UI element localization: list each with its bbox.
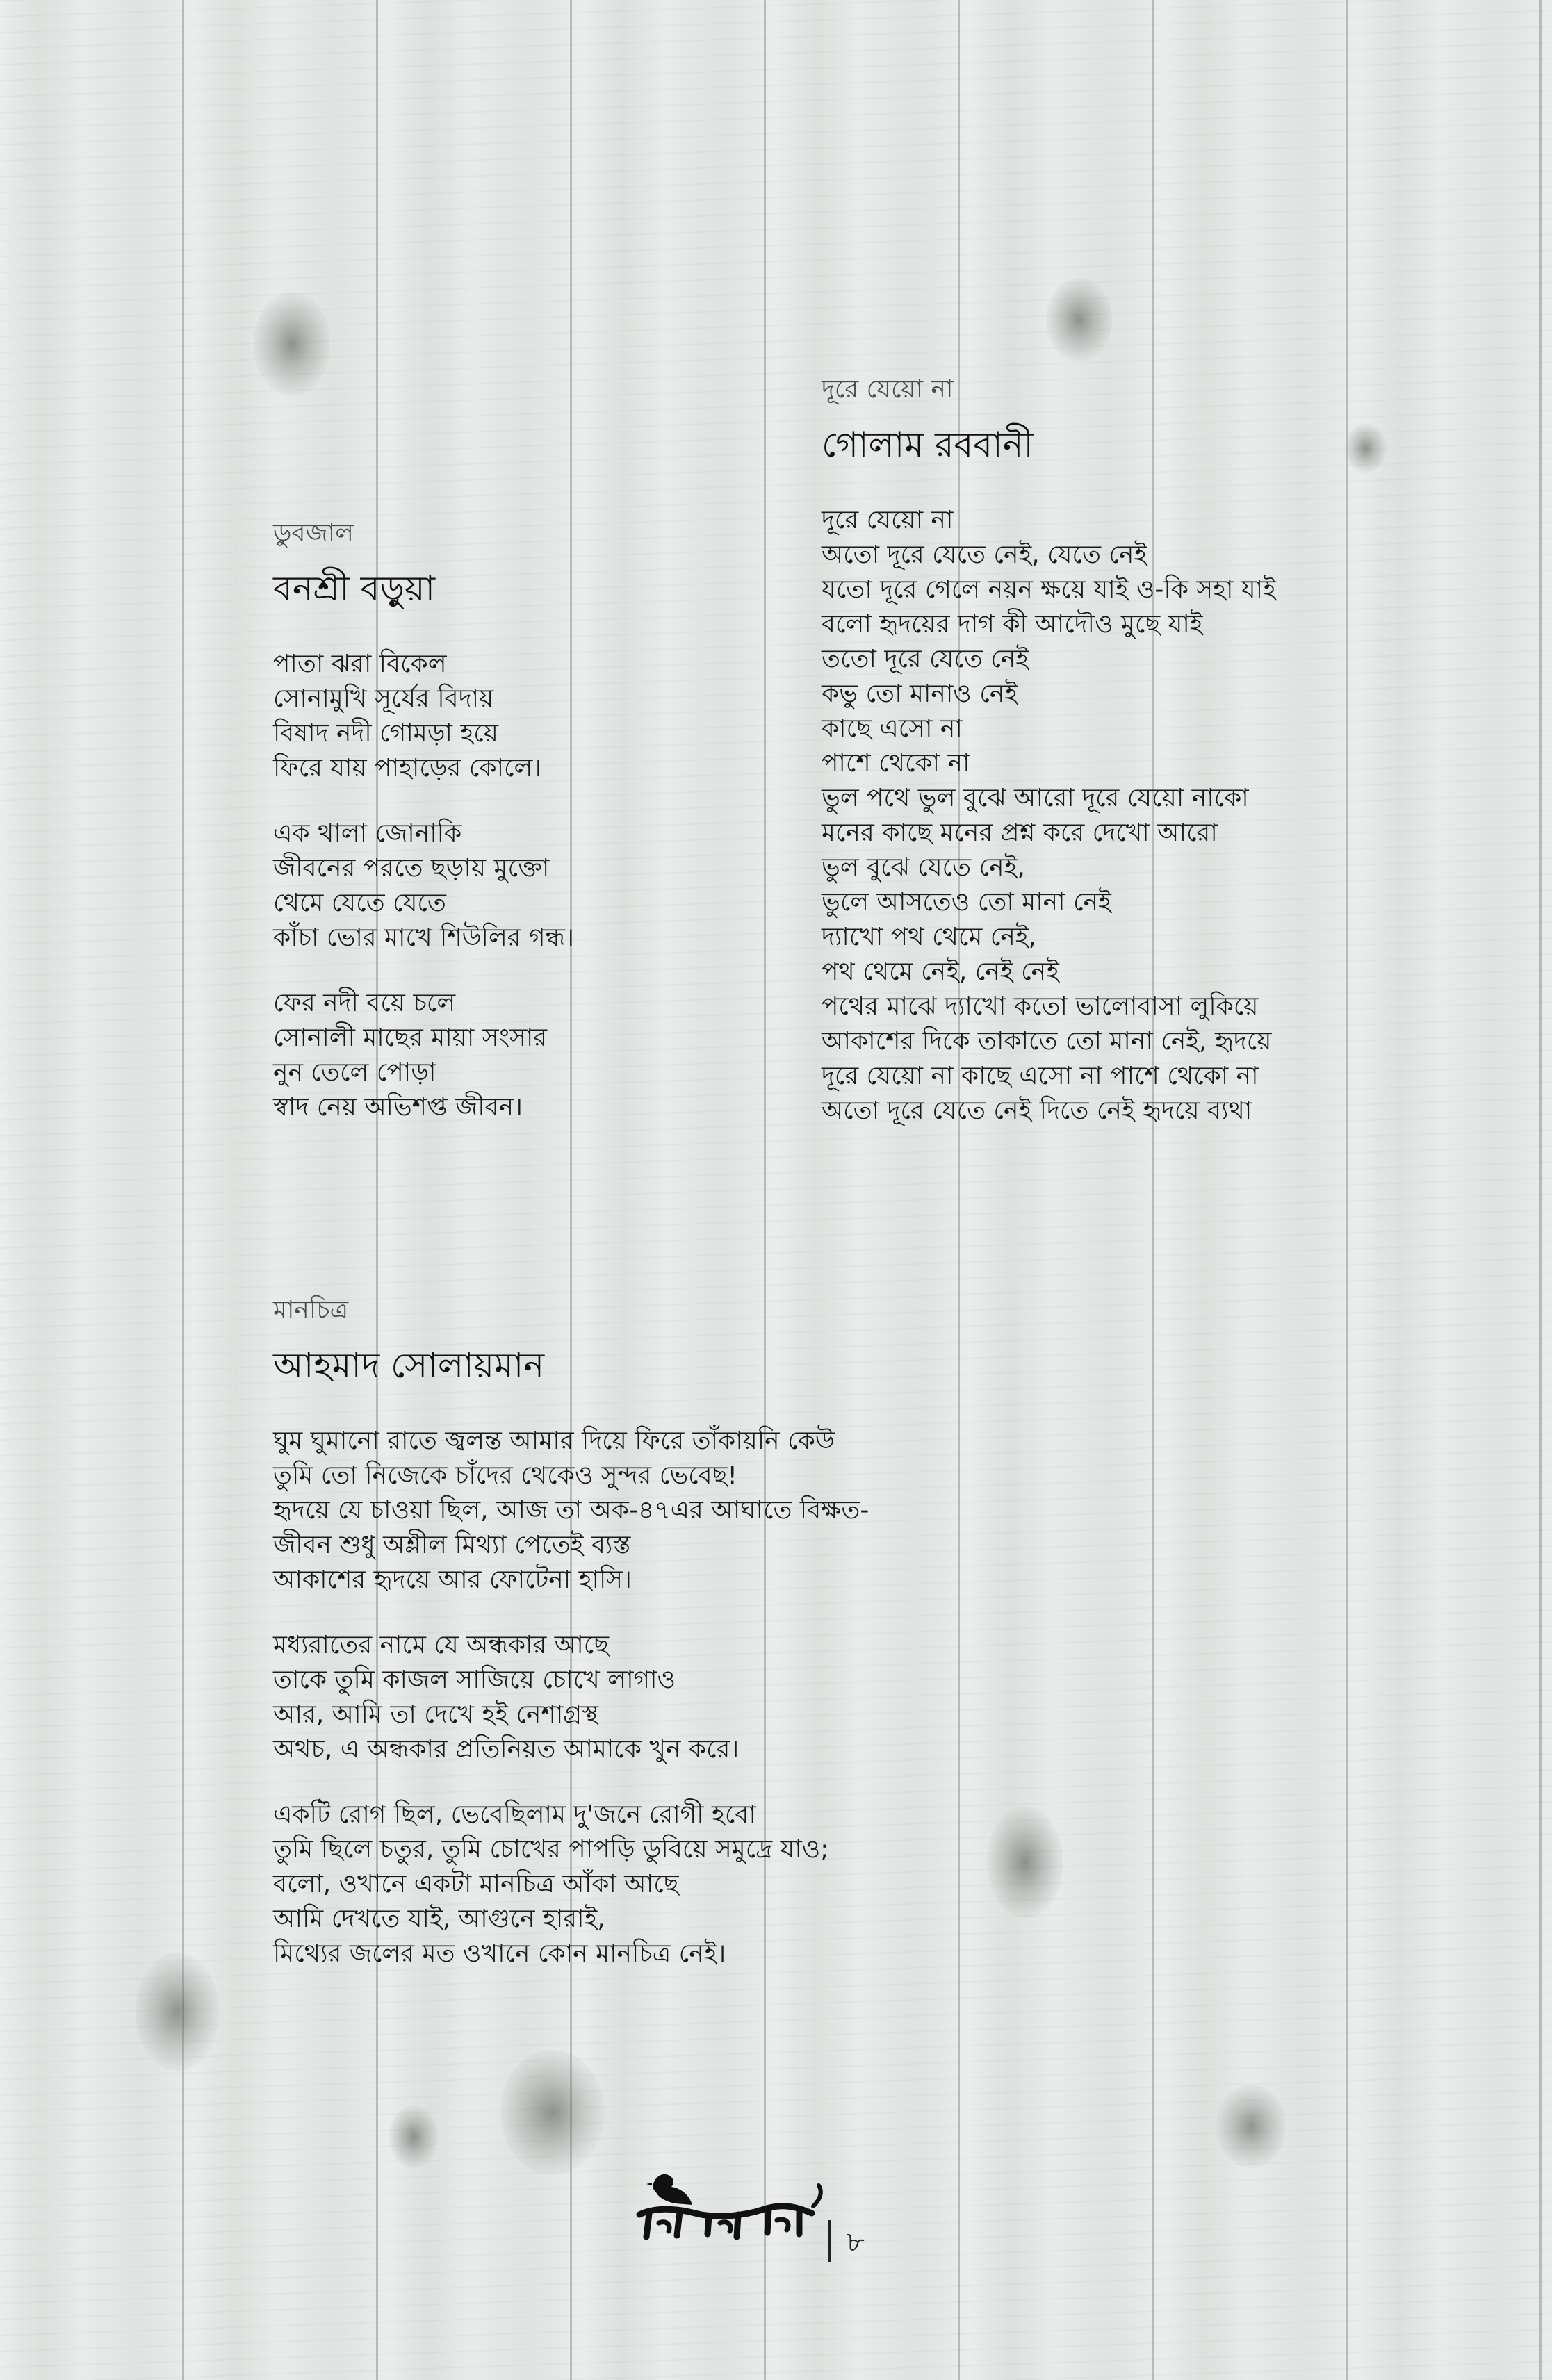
stanza [273, 816, 574, 955]
poem-title: মানচিত্র [273, 1296, 349, 1324]
poem-line: অতো দূরে যেতে নেই, যেতে নেই [822, 541, 1147, 569]
poem-line: আর, আমি তা দেখে হই নেশাগ্রস্থ [273, 1700, 599, 1729]
stanza [273, 647, 574, 786]
poem-line: নুন তেলে পোড়া [273, 1058, 436, 1087]
poem-line: জীবনের পরতে ছড়ায় মুক্তো [273, 854, 550, 883]
poem-line: কাছে এসো না [822, 714, 963, 743]
poem-title: ডুবজাল [273, 519, 354, 548]
poem-line: ফের নদী বয়ে চলে [273, 989, 456, 1017]
poem-line: পাতা ঝরা বিকেল [273, 650, 447, 678]
poem-line: ততো দূরে যেতে নেই [822, 645, 1029, 673]
poem-dubjal [273, 514, 574, 1156]
poem-line: ভুল বুঝে যেতে নেই, [822, 853, 1025, 882]
poem-line: তাকে তুমি কাজল সাজিয়ে চোখে লাগাও [273, 1666, 676, 1694]
poem-line: পথ থেমে নেই, নেই নেই [822, 958, 1059, 986]
stanza [273, 1424, 869, 1598]
poem-line: দূরে যেয়ো না [822, 506, 954, 534]
poem-line: অথচ, এ অন্ধকার প্রতিনিয়ত আমাকে খুন করে। [273, 1735, 740, 1764]
poem-line: পথের মাঝে দ্যাখো কতো ভালোবাসা লুকিয়ে [822, 992, 1259, 1021]
poem-line: পাশে থেকো না [822, 749, 970, 778]
poem-line: ফিরে যায় পাহাড়ের কোলে। [273, 754, 542, 782]
poem-line: আকাশের হৃদয়ে আর ফোটেনা হাসি। [273, 1566, 632, 1594]
poem-line: মিথ্যের জলের মত ওখানে কোন মানচিত্র নেই। [273, 1939, 726, 1968]
wood-knot [500, 2050, 605, 2175]
wood-knot [1046, 278, 1112, 361]
poem-line: ঘুম ঘুমানো রাতে জ্বলন্ত আমার দিয়ে ফিরে তাঁকায়নি কেউ [273, 1427, 835, 1455]
poem-line: জীবন শুধু অশ্লীল মিথ্যা পেতেই ব্যস্ত [273, 1531, 631, 1559]
poem-line: থেমে যেতে যেতে [273, 889, 446, 917]
wood-knot [136, 1953, 219, 2071]
poem-line: এক থালা জোনাকি [273, 819, 462, 848]
wood-knot [1216, 2085, 1286, 2168]
poet-name: বনশ্রী বড়ুয়া [273, 568, 436, 609]
dhanshalik-logo [626, 2165, 834, 2241]
poem-line: ভুলে আসতেও তো মানা নেই [822, 888, 1111, 917]
stanza [822, 503, 1276, 1129]
poem-line: আকাশের দিকে তাকাতে তো মানা নেই, হৃদয়ে [822, 1027, 1272, 1056]
poem-line: দূরে যেয়ো না কাছে এসো না পাশে থেকো না [822, 1062, 1259, 1090]
wood-knot [254, 292, 330, 396]
poem-line: কভু তো মানাও নেই [822, 680, 1018, 708]
wood-knot [1345, 424, 1387, 473]
poem-line: বলো, ওখানে একটা মানচিত্র আঁকা আছে [273, 1870, 679, 1898]
poem-line: সোনামুখি সূর্যের বিদায় [273, 684, 494, 713]
footer-divider [828, 2220, 831, 2262]
poem-line: মধ্যরাতের নামে যে অন্ধকার আছে [273, 1631, 610, 1659]
poem-line: দ্যাখো পথ থেমে নেই, [822, 923, 1037, 951]
poem-line: অতো দূরে যেতে নেই দিতে নেই হৃদয়ে ব্যথা [822, 1097, 1252, 1125]
poem-line: স্বাদ নেয় অভিশপ্ত জীবন। [273, 1093, 523, 1122]
poem-line: সোনালী মাছের মায়া সংসার [273, 1024, 548, 1052]
poem-line: একটি রোগ ছিল, ভেবেছিলাম দু'জনে রোগী হবো [273, 1800, 756, 1829]
poem-line: তুমি তো নিজেকে চাঁদের থেকেও সুন্দর ভেবেছ! [273, 1461, 737, 1490]
poem-line: ভুল পথে ভুল বুঝে আরো দূরে যেয়ো নাকো [822, 784, 1249, 812]
poem-line: মনের কাছে মনের প্রশ্ন করে দেখো আরো [822, 819, 1218, 847]
stanza [273, 1798, 869, 1971]
page-number: ৮ [847, 2226, 865, 2258]
poem-line: আমি দেখতে যাই, আগুনে হারাই, [273, 1905, 605, 1933]
stanza [273, 986, 574, 1125]
wood-knot [389, 2106, 438, 2168]
poet-name: গোলাম রববানী [822, 425, 1034, 465]
poem-line: বিষাদ নদী গোমড়া হয়ে [273, 719, 498, 748]
poem-line: কাঁচা ভোর মাখে শিউলির গন্ধ। [273, 924, 575, 952]
poem-line: যতো দূরে গেলে নয়ন ক্ষয়ে যাই ও-কি সহা যাই [822, 575, 1276, 604]
poem-line: বলো হৃদয়ের দাগ কী আদৌও মুছে যাই [822, 610, 1203, 639]
wood-knot [987, 1807, 1063, 1918]
bird-logo-icon [626, 2165, 834, 2241]
poet-name: আহমাদ সোলায়মান [273, 1345, 545, 1386]
poem-line: তুমি ছিলে চতুর, তুমি চোখের পাপড়ি ডুবিয়ে সমুদ্রে যাও; [273, 1835, 829, 1864]
poem-manchitro [273, 1291, 869, 2002]
poem-dure-jeyo-na [822, 370, 1276, 1159]
stanza [273, 1628, 869, 1767]
poem-title: দূরে যেয়ো না [822, 375, 954, 404]
poem-line: হৃদয়ে যে চাওয়া ছিল, আজ তা অক-৪৭এর আঘাতে বিক্ষত- [273, 1496, 869, 1525]
